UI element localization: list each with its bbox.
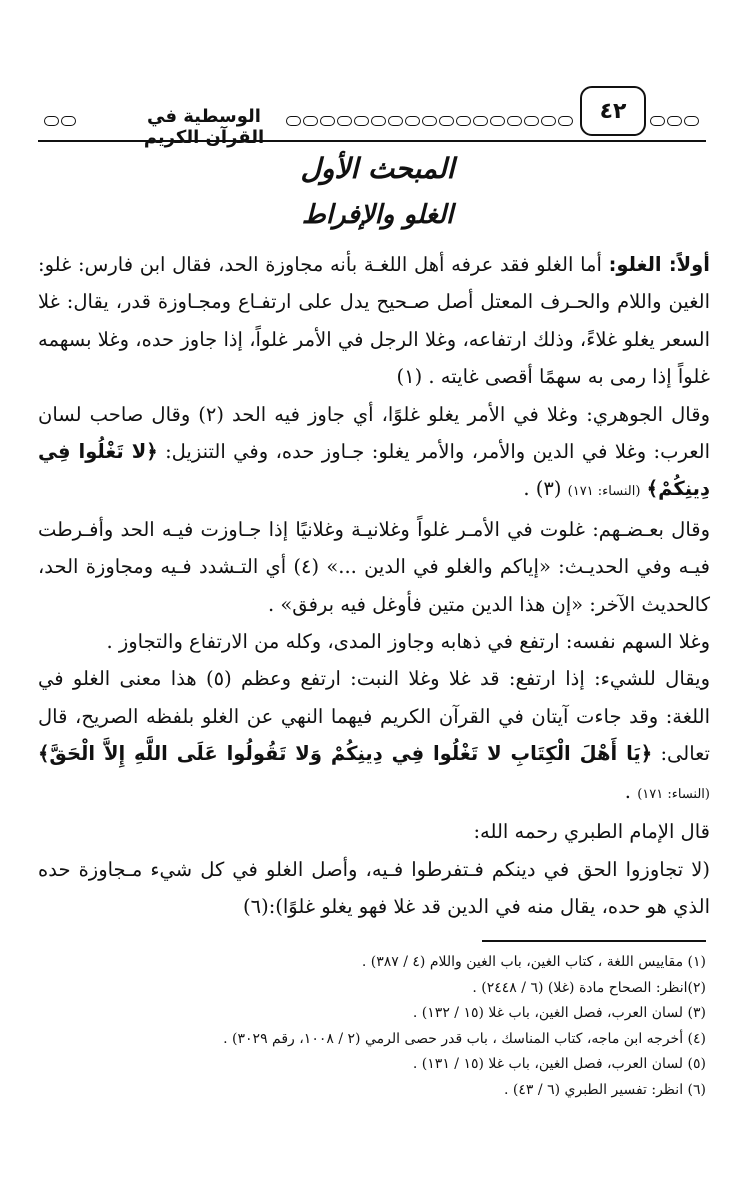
ornament-chain-icon — [286, 116, 573, 128]
paragraph — [38, 396, 710, 511]
ornament-icon — [44, 116, 76, 128]
chapter-title: المبحث الأول — [300, 152, 455, 185]
paragraph-text: أما الغلو فقد عرفه أهل اللغـة بأنه مجاوزة الحد، فقال ابن فارس: غلو: الغين واللام والحـرف المعتل أصل صـحيح يدل على ارتفـاع ومجـاوزة قدر، يقال: غلا السعر يغلو غلاءً، وذلك ارتفاعه، وغلا الرجل في الأمر غلواً، إذا جاوز حده، وغلا بسهمه غلواً إذا رمى به سهمًا أقصى غايته . (١) — [38, 253, 710, 389]
body-text — [38, 246, 710, 925]
paragraph-text: (لا تجاوزوا الحق في دينكم فـتفرطوا فـيه، وأصل الغلو في كل شيء مـجاوزة حده الذي هو حده، يقال منه في الدين قد غلا فهو يغلو غلوًا):(٦) — [38, 857, 711, 918]
footnote: (٣) لسان العرب، فصل الغين، باب غلا (١٥ / ١٣٢) . — [412, 1005, 706, 1022]
paragraph-text: وقال الجوهري: وغلا في الأمر يغلو غلوًا، أي جاوز فيه الحد (٢) وقال صاحب لسان العرب: وغلا في الدين والأمر، والأمر يغلو: جـاوز حده، وفي التنزيل: — [38, 402, 710, 464]
footnote: (٦) انظر: تفسير الطبري (٦ / ٤٣) . — [504, 1081, 706, 1098]
paragraph — [38, 246, 710, 396]
footnotes — [38, 950, 706, 1104]
quran-verse: ﴿يَا أَهْلَ الْكِتَابِ لا تَغْلُوا فِي دِينِكُمْ وَلا تَقُولُوا عَلَى اللَّهِ إِلاَّ الْحَقَّ﴾ — [38, 742, 653, 766]
page-number: ٤٢ — [580, 86, 646, 136]
paragraph-text: (٣) . — [523, 477, 568, 501]
page-header — [38, 98, 706, 148]
section-title: الغلو والإفراط — [301, 200, 454, 230]
paragraph-text: وغلا السهم نفسه: ارتفع في ذهابه وجاوز المدى، وكله من الارتفاع والتجاوز . — [106, 630, 710, 654]
paragraph — [38, 813, 710, 850]
footnote: (١) مقاييس اللغة ، كتاب الغين، باب الغين واللام (٤ / ٣٨٧) . — [361, 954, 706, 970]
paragraph-text: ويقال للشيء: إذا ارتفع: قد غلا وغلا النبت: ارتفع وعظم (٥) هذا معنى الغلو في اللغة: وقد جاءت آيتان في القرآن الكريم فيهما النهي عن الغلو بلفظه الصريح، قال تعالى: — [38, 667, 710, 766]
running-title: الوسطية في القرآن الكريم — [143, 106, 265, 148]
quran-verse: ﴿لا تَغْلُوا فِي دِينِكُمْ﴾ — [38, 440, 710, 501]
paragraph-text: قال الإمام الطبري رحمه الله: — [473, 820, 710, 844]
ornament-icon — [650, 116, 699, 128]
footnote: (٤) أخرجه ابن ماجه، كتاب المناسك ، باب قدر حصى الرمي (٢ / ١٠٠٨، رقم ٣٠٢٩) . — [223, 1030, 706, 1047]
paragraph — [38, 623, 710, 660]
definition-label: أولاً: الغلو: — [608, 253, 710, 276]
paragraph — [38, 660, 710, 813]
footnote: (٢)انظر: الصحاح مادة (غلا) (٦ / ٢٤٤٨) . — [472, 979, 706, 996]
footnote: (٥) لسان العرب، فصل الغين، باب غلا (١٥ / ١٣١) . — [412, 1056, 706, 1073]
verse-reference: (النساء: ١٧١) — [637, 786, 710, 802]
verse-reference: (النساء: ١٧١) — [567, 484, 641, 500]
paragraph — [38, 511, 710, 623]
paragraph-text: . — [624, 779, 638, 803]
paragraph-text: وقال بعـضـهم: غلوت في الأمـر غلواً وغلانيـة وغلانيًا إذا جـاوزت فيـه الحد وأفـرطت فيـه وفي الحديـث: «إياكم والغلو في الدين ...» (٤) أي التـشدد فـيه ومجاوزة الحد، كالحديث الآخر: «إن هذا الدين متين فأوغل فيه برفق» . — [38, 517, 710, 616]
footnote-rule — [482, 940, 706, 942]
paragraph — [38, 851, 710, 926]
